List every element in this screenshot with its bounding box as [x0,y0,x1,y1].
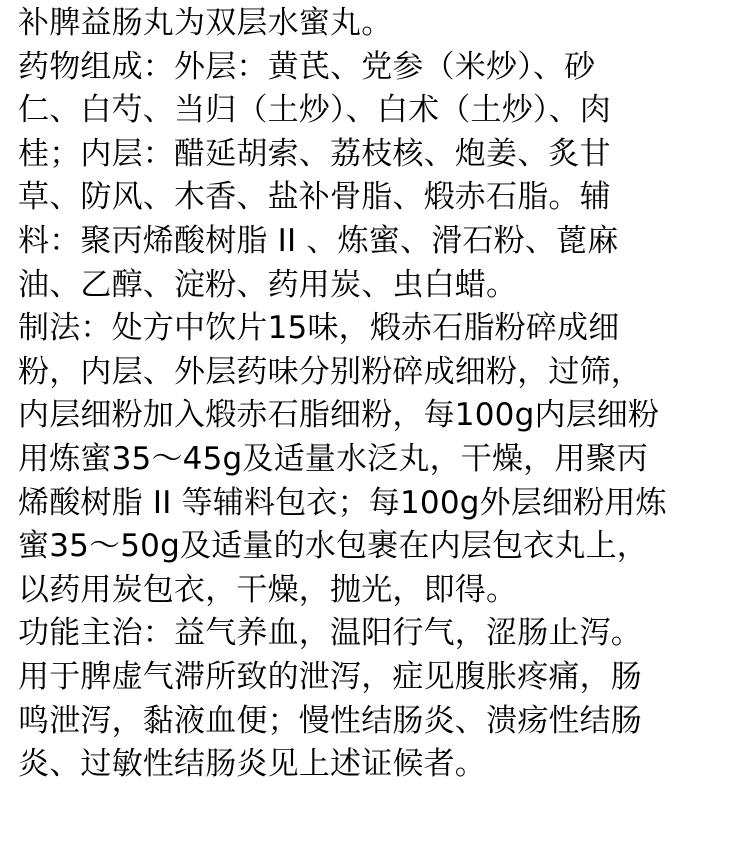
text-line-function-2: 用于脾虚气滞所致的泄泻，症见腹胀疼痛，肠 [18,658,642,695]
text-line-method-4: 用炼蜜35～45g及适量水泛丸，干燥，用聚丙 [18,440,648,477]
text-line-composition-4: 草、防风、木香、盐补骨脂、煅赤石脂。辅 [18,179,611,216]
text-line-function-4: 炎、过敏性结肠炎见上述证候者。 [18,746,486,783]
text-line-composition-5: 料：聚丙烯酸树脂 II 、炼蜜、滑石粉、蓖麻 [18,222,619,259]
text-line-function-1: 功能主治：益气养血，温阳行气，涩肠止泻。 [18,615,642,652]
text-line-composition-3: 桂；内层：醋延胡索、荔枝核、炮姜、炙甘 [18,135,611,172]
text-line-composition-6: 油、乙醇、淀粉、药用炭、虫白蜡。 [18,266,518,303]
text-line-composition-2: 仁、白芍、当归（土炒）、白术（土炒）、肉 [18,92,611,129]
text-line-method-7: 以药用炭包衣，干燥，抛光，即得。 [18,571,518,608]
text-line-method-6: 蜜35～50g及适量的水包裹在内层包衣丸上， [18,528,648,565]
text-line-composition-1: 药物组成：外层：黄芪、党参（米炒）、砂 [18,48,596,85]
text-line-intro: 补脾益肠丸为双层水蜜丸。 [18,5,393,41]
text-line-method-5: 烯酸树脂 II 等辅料包衣；每100g外层细粉用炼 [18,484,667,521]
text-line-method-2: 粉，内层、外层药味分别粉碎成细粉，过筛， [18,353,642,390]
text-line-method-3: 内层细粉加入煅赤石脂细粉，每100g内层细粉 [18,397,660,434]
text-line-function-3: 鸣泄泻，黏液血便；慢性结肠炎、溃疡性结肠 [18,702,642,739]
text-line-method-1: 制法：处方中饮片15味，煅赤石脂粉碎成细 [18,310,620,347]
